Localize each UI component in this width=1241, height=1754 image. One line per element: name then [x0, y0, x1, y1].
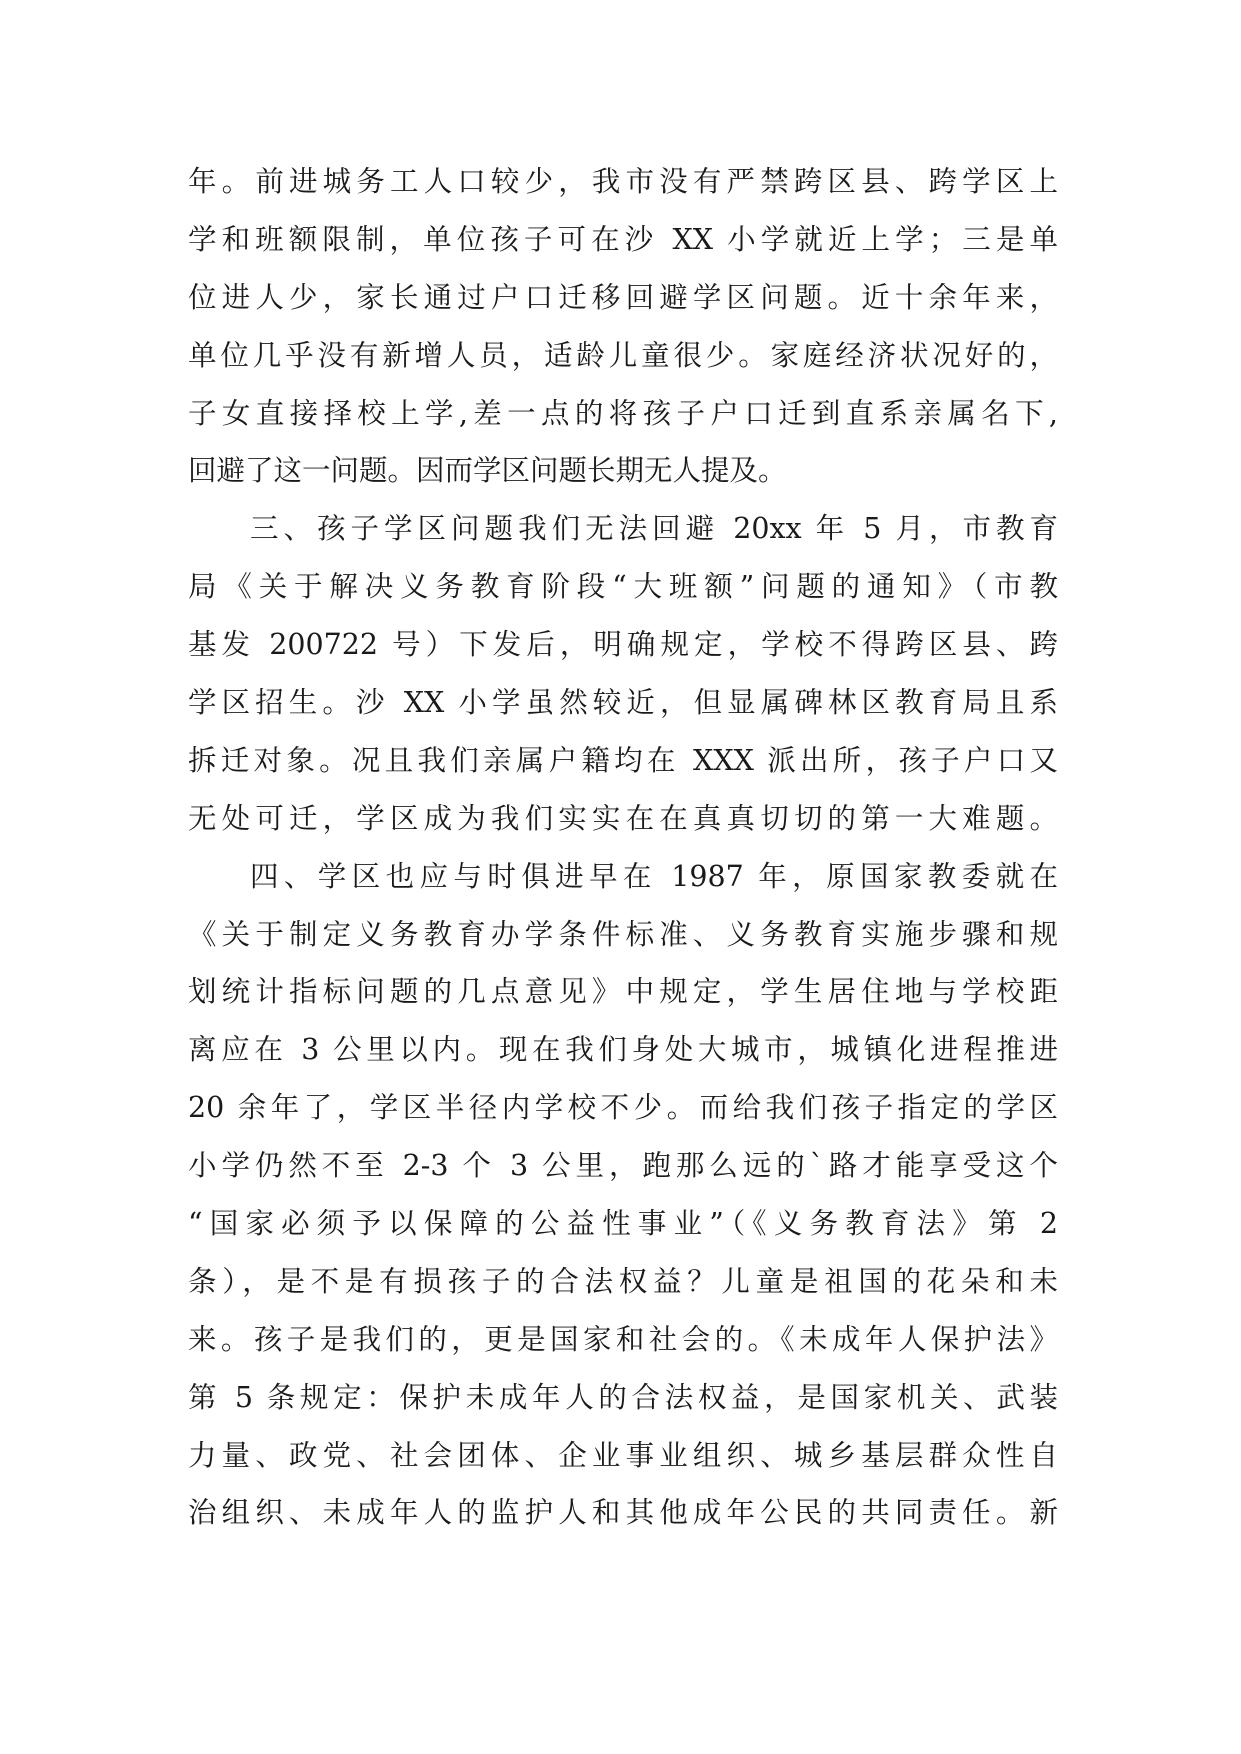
text-line: 回避了这一问题。因而学区问题长期无人提及。	[188, 454, 787, 488]
paragraph-heading-line: 三、孩子学区问题我们无法回避 20xx 年 5 月，市教育	[250, 512, 1058, 546]
text-line: 基发 200722 号）下发后，明确规定，学校不得跨区县、跨	[188, 628, 1058, 662]
text-line: 学区招生。沙 XX 小学虽然较近，但显属碑林区教育局且系	[188, 686, 1058, 720]
text-line: 学和班额限制，单位孩子可在沙 XX 小学就近上学；三是单	[188, 222, 1058, 256]
text-line: 年。前进城务工人口较少，我市没有严禁跨区县、跨学区上	[188, 165, 1058, 198]
text-line: 20 余年了，学区半径内学校不少。而给我们孩子指定的学区	[188, 1091, 1058, 1125]
text-line: 无处可迁，学区成为我们实实在在真真切切的第一大难题。	[188, 801, 1058, 835]
text-line: 力量、政党、社会团体、企业事业组织、城乡基层群众性自	[188, 1438, 1058, 1472]
text-line: 条），是不是有损孩子的合法权益？儿童是祖国的花朵和未	[188, 1264, 1058, 1298]
text-line: 单位几乎没有新增人员，适龄儿童很少。家庭经济状况好的，	[188, 338, 1058, 372]
document-body	[188, 153, 1058, 1542]
text-line: 子女直接择校上学,差一点的将孩子户口迁到直系亲属名下,	[188, 396, 1058, 430]
paragraph-heading-line: 四、学区也应与时俱进早在 1987 年，原国家教委就在	[250, 859, 1058, 893]
text-line: 划统计指标问题的几点意见》中规定，学生居住地与学校距	[188, 975, 1058, 1009]
text-line: 来。孩子是我们的，更是国家和社会的。《未成年人保护法》	[188, 1322, 1058, 1356]
text-line: 离应在 3 公里以内。现在我们身处大城市，城镇化进程推进	[188, 1033, 1058, 1067]
text-line: 位进人少，家长通过户口迁移回避学区问题。近十余年来，	[188, 280, 1058, 314]
text-line: 局《关于解决义务教育阶段“大班额”问题的通知》（市教	[188, 570, 1058, 604]
text-line: 《关于制定义务教育办学条件标准、义务教育实施步骤和规	[188, 917, 1058, 951]
text-line: 拆迁对象。况且我们亲属户籍均在 XXX 派出所，孩子户口又	[188, 743, 1058, 777]
text-line: “国家必须予以保障的公益性事业”（《义务教育法》第 2	[188, 1207, 1058, 1241]
text-line: 第 5 条规定：保护未成年人的合法权益，是国家机关、武装	[188, 1380, 1058, 1414]
text-line: 小学仍然不至 2-3 个 3 公里，跑那么远的`路才能享受这个	[188, 1149, 1058, 1183]
text-line: 治组织、未成年人的监护人和其他成年公民的共同责任。新	[188, 1496, 1058, 1530]
